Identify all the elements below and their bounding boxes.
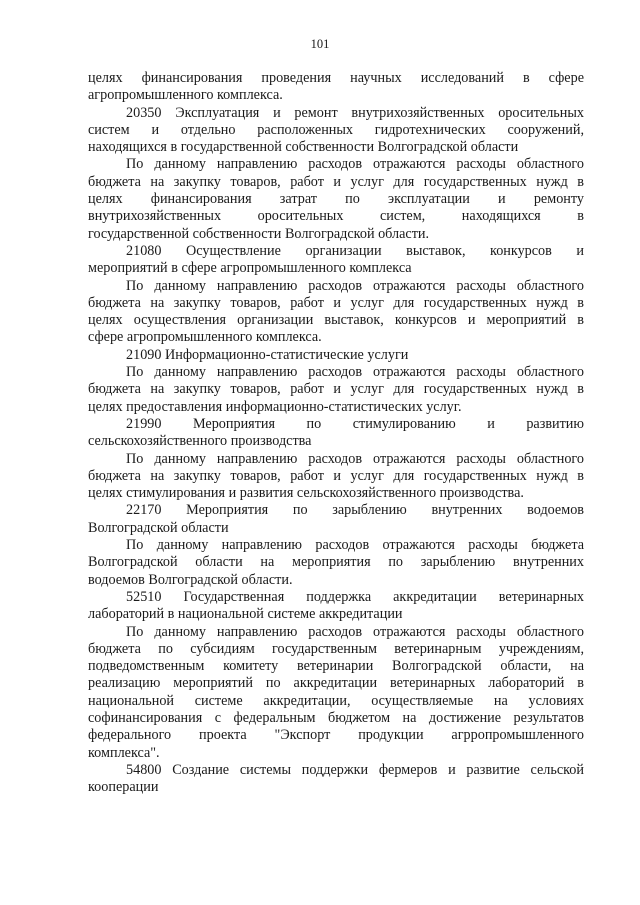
text-line: бюджета на закупку товаров, работ и услуг для государственных нужд в bbox=[88, 467, 584, 484]
text-line: целях финансирования проведения научных исследований в сфере bbox=[88, 70, 584, 86]
paragraph bbox=[88, 364, 584, 416]
text-line: целях предоставления информационно-статистических услуг. bbox=[88, 398, 462, 415]
text-line: Волгоградской области на мероприятия по зарыблению внутренних bbox=[88, 554, 584, 571]
paragraph bbox=[88, 156, 584, 242]
text-line: бюджета по субсидиям государственным ветеринарным учреждениям, bbox=[88, 640, 584, 657]
text-line: агропромышленного комплекса. bbox=[88, 87, 283, 104]
text-line: целях стимулирования и развития сельскохозяйственного производства. bbox=[88, 485, 524, 502]
text-line: 21090 Информационно-статистические услуги bbox=[126, 346, 409, 363]
paragraph bbox=[88, 451, 584, 503]
paragraph bbox=[88, 105, 584, 157]
text-line: внутрихозяйственных оросительных систем, находящихся в bbox=[88, 208, 584, 225]
text-line: кооперации bbox=[88, 779, 159, 796]
page-number: 101 bbox=[310, 37, 330, 51]
text-line: 21990 Мероприятия по стимулированию и развитию bbox=[126, 415, 584, 432]
text-line: находящихся в государственной собственности Волгоградской области bbox=[88, 139, 519, 156]
text-line: систем и отдельно расположенных гидротехнических сооружений, bbox=[88, 121, 584, 138]
text-line: подведомственным комитету ветеринарии Волгоградской области, на bbox=[88, 658, 584, 675]
text-line: софинансирования с федеральным бюджетом на достижение результатов bbox=[88, 709, 584, 726]
text-line: целях финансирования затрат по эксплуатации и ремонту bbox=[88, 191, 584, 208]
text-line: реализацию мероприятий по аккредитации ветеринарных лабораторий в bbox=[88, 675, 584, 692]
paragraph bbox=[88, 70, 584, 105]
paragraph bbox=[88, 624, 584, 762]
text-line: национальной системе аккредитации, осуществляемые на условиях bbox=[88, 692, 584, 709]
text-line: 22170 Мероприятия по зарыблению внутренних водоемов bbox=[126, 502, 584, 519]
text-line: водоемов Волгоградской области. bbox=[88, 571, 293, 588]
text-line: бюджета на закупку товаров, работ и услуг для государственных нужд в bbox=[88, 294, 584, 311]
text-line: 54800 Создание системы поддержки фермеров и развитие сельской bbox=[126, 761, 584, 778]
paragraph bbox=[88, 537, 584, 589]
paragraph bbox=[88, 278, 584, 347]
paragraph bbox=[88, 347, 584, 364]
paragraph bbox=[88, 243, 584, 278]
text-line: сельскохозяйственного производства bbox=[88, 433, 312, 450]
text-line: целях осуществления организации выставок, конкурсов и мероприятий в bbox=[88, 312, 584, 329]
text-line: По данному направлению расходов отражаются расходы областного bbox=[126, 450, 584, 467]
text-line: государственной собственности Волгоградской области. bbox=[88, 225, 430, 242]
text-line: лабораторий в национальной системе аккредитации bbox=[88, 606, 403, 623]
text-line: По данному направлению расходов отражаются расходы областного bbox=[126, 277, 584, 294]
paragraph bbox=[88, 589, 584, 624]
text-line: мероприятий в сфере агропромышленного комплекса bbox=[88, 260, 412, 277]
text-line: По данному направлению расходов отражаются расходы областного bbox=[126, 156, 584, 173]
text-line: федерального проекта "Экспорт продукции агрропромышленного bbox=[88, 727, 584, 744]
text-line: бюджета на закупку товаров, работ и услуг для государственных нужд в bbox=[88, 173, 584, 190]
text-line: сфере агропромышленного комплекса. bbox=[88, 329, 322, 346]
text-line: 21080 Осуществление организации выставок, конкурсов и bbox=[126, 242, 584, 259]
text-line: 52510 Государственная поддержка аккредитации ветеринарных bbox=[126, 588, 584, 605]
text-line: 20350 Эксплуатация и ремонт внутрихозяйственных оросительных bbox=[126, 104, 584, 121]
text-line: комплекса". bbox=[88, 744, 160, 761]
text-line: По данному направлению расходов отражаются расходы областного bbox=[126, 364, 584, 381]
document-body bbox=[88, 70, 584, 796]
paragraph bbox=[88, 416, 584, 451]
paragraph bbox=[88, 502, 584, 537]
paragraph bbox=[88, 762, 584, 797]
text-line: Волгоградской области bbox=[88, 519, 229, 536]
text-line: По данному направлению расходов отражаются расходы бюджета bbox=[126, 537, 584, 554]
text-line: По данному направлению расходов отражаются расходы областного bbox=[126, 623, 584, 640]
text-line: бюджета на закупку товаров, работ и услуг для государственных нужд в bbox=[88, 381, 584, 398]
